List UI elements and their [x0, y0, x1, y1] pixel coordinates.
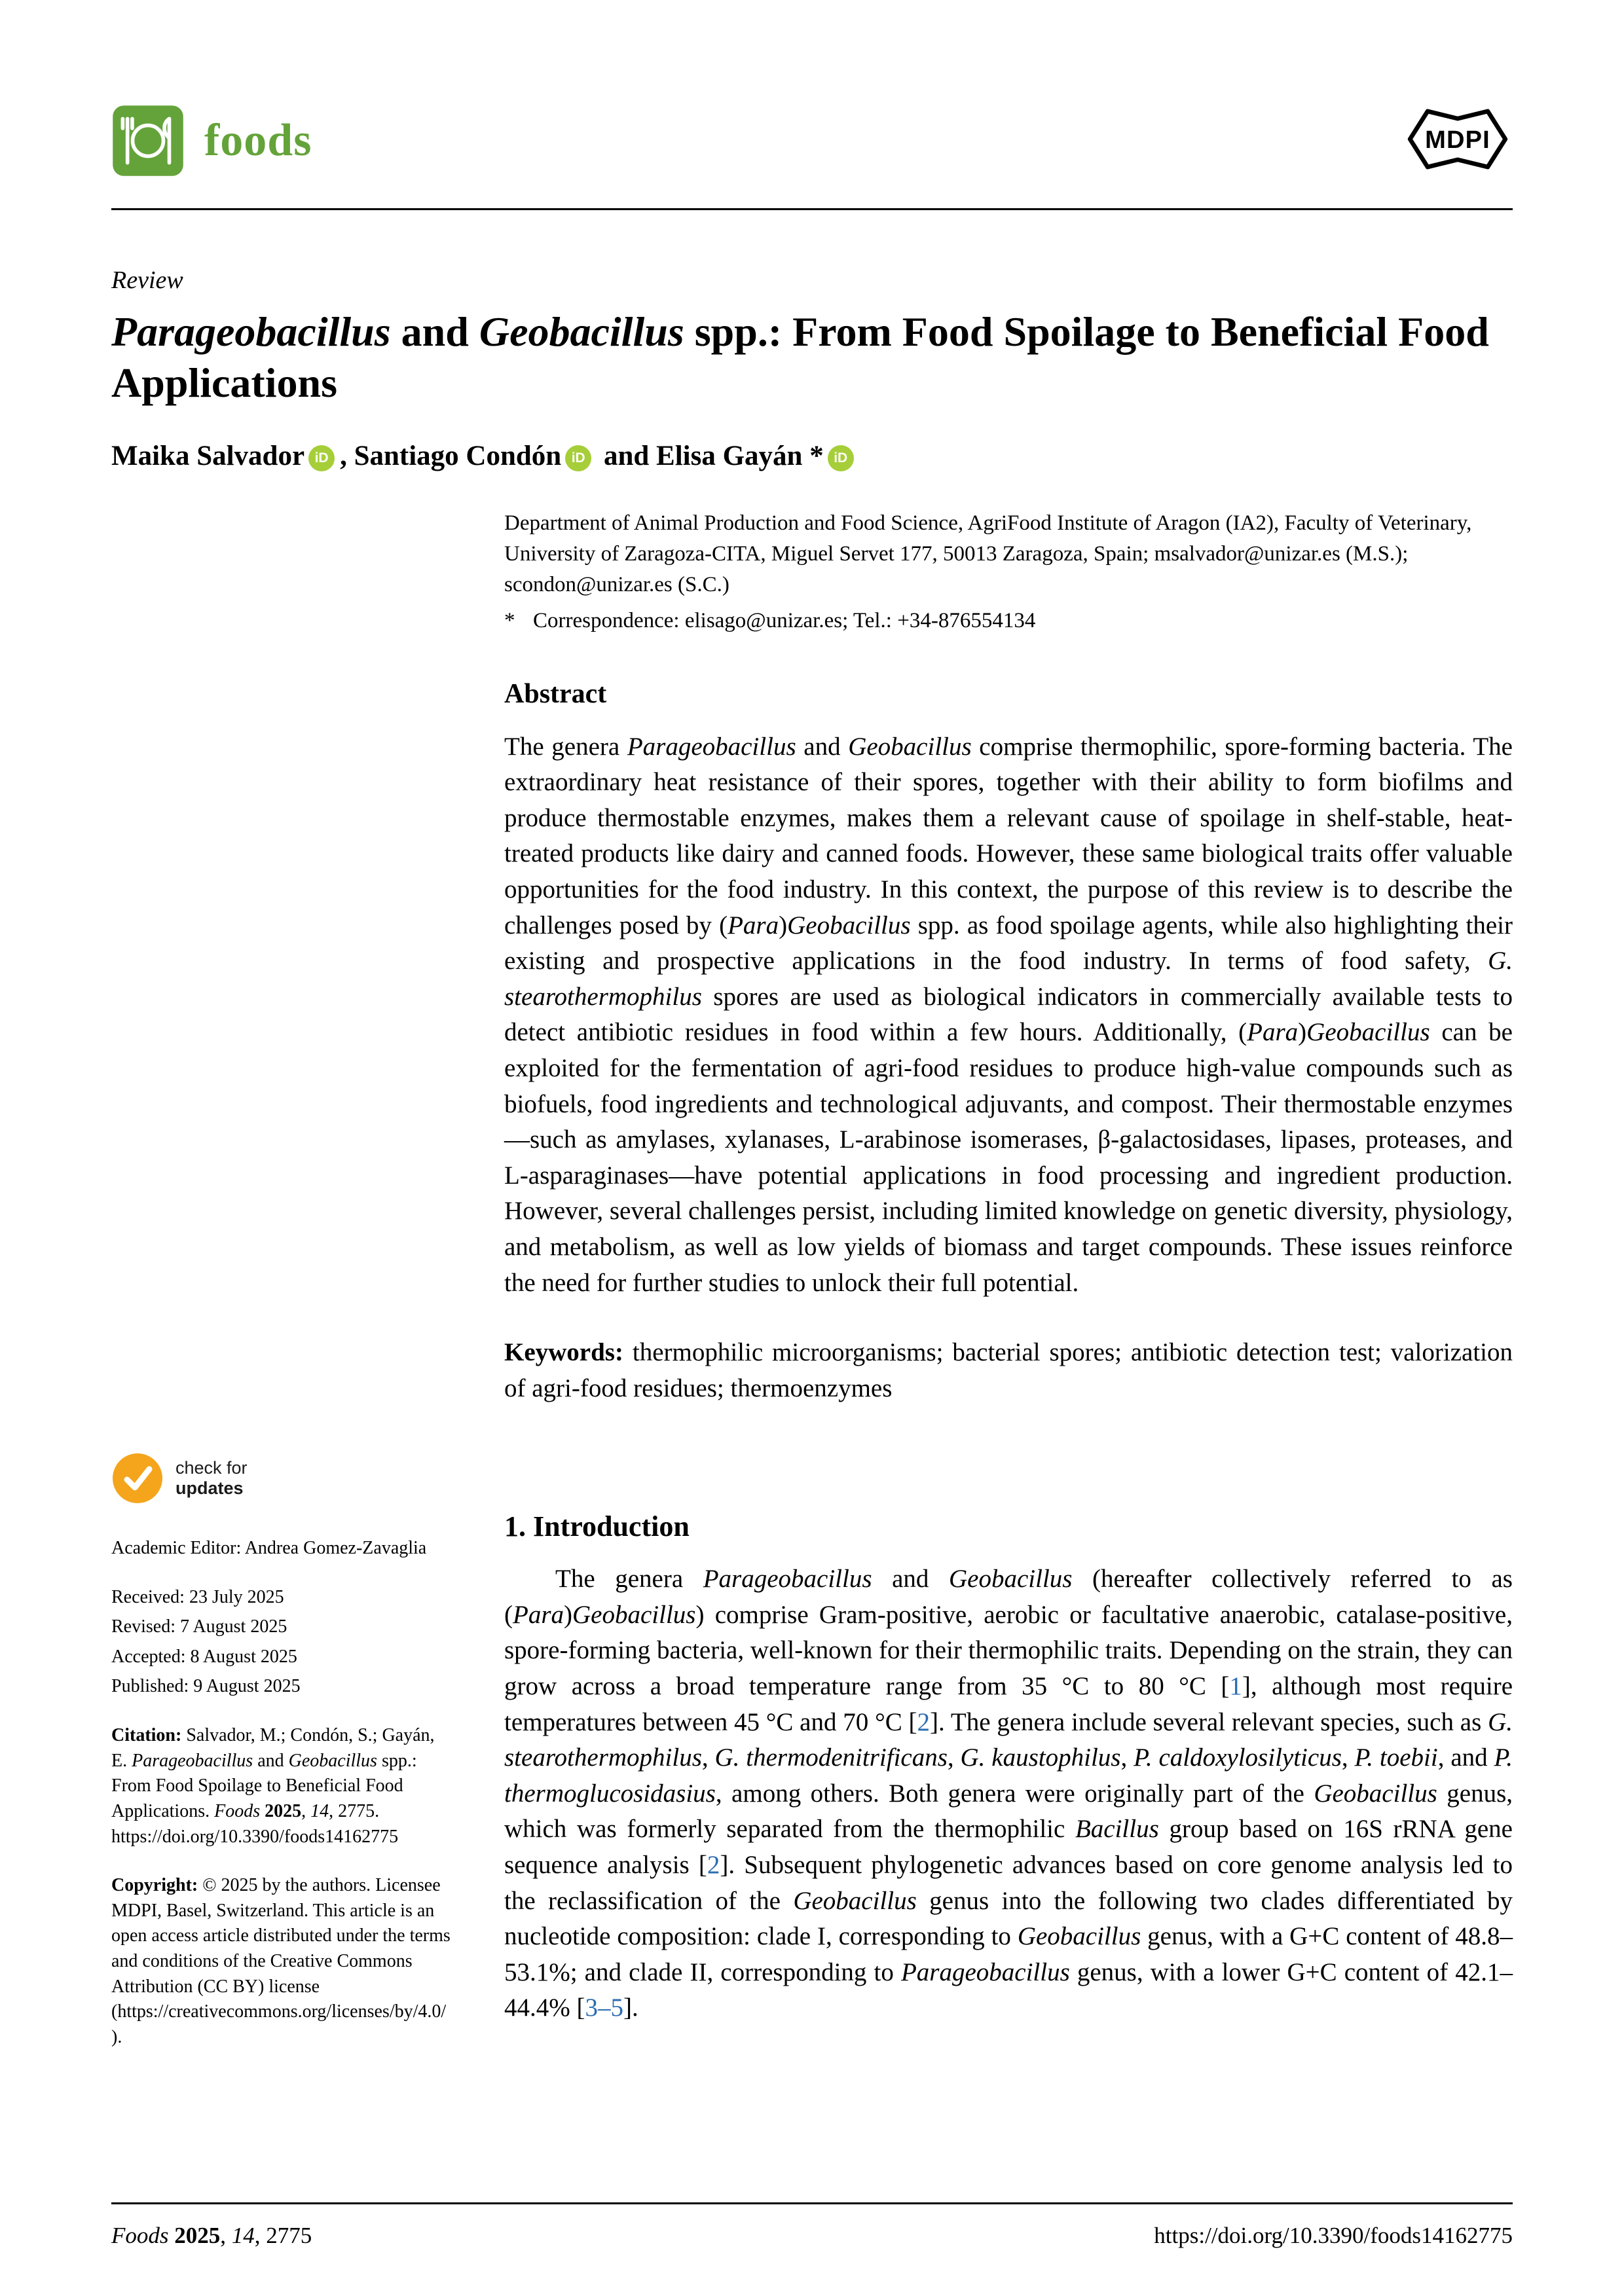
article-type-label: Review — [111, 266, 183, 294]
text-segment: spp.: From Food Spoilage to Beneficial Food Applications. — [111, 1750, 417, 1821]
text-segment: , among others. Both genera were originally part of the — [715, 1779, 1314, 1808]
text-segment: genus, with a lower G+C content of 42.1–44.4% [ — [504, 1958, 1513, 2022]
text-segment: 14 — [310, 1800, 329, 1821]
text-segment: ) — [564, 1600, 572, 1629]
page-footer — [111, 2202, 1513, 2249]
text-segment: 14 — [231, 2223, 255, 2248]
text-segment: , and — [1437, 1743, 1494, 1772]
text-segment: spp. as food spoilage agents, while also highlighting their existing and prospective applications in the food industry. In terms of food safety, — [504, 911, 1513, 975]
text-segment: can be exploited for the fermentation of agri-food residues to produce high-value compounds such as biofuels, food ingredients and technological adjuvants, and compost. Their thermostable enzymes—such as amylases, xylanases, L-arabinose isomerases, β-galactosidases, lipases, proteases, and L-asparaginases—have potential applications in food processing and ingredient production. However, several challenges persist, including limited knowledge on genetic diversity, physiology, and metabolism, as well as low yields of biomass and target compounds. These issues reinforce the need for further studies to unlock their full potential. — [504, 1018, 1513, 1297]
text-segment: , — [701, 1743, 715, 1772]
text-segment: G. kaustophilus — [960, 1743, 1121, 1772]
text-segment: ]. The genera include several relevant species, such as — [930, 1707, 1488, 1736]
text-segment: , Santiago Condón — [340, 441, 562, 472]
text-segment: Citation: — [111, 1725, 187, 1746]
text-segment — [169, 2223, 175, 2248]
text-segment: 2025 — [174, 2223, 221, 2248]
text-segment: and — [253, 1750, 289, 1771]
text-segment: group based on 16S rRNA gene sequence analysis [ — [504, 1815, 1513, 1880]
citation-ref[interactable]: 2 — [707, 1851, 720, 1880]
text-segment: genus, with a G+C content of 48.8–53.1%; and clade II, corresponding to — [504, 1922, 1513, 1986]
text-segment: 2025 — [265, 1800, 302, 1821]
check-for-updates-badge[interactable] — [111, 1452, 248, 1504]
text-segment: Geobacillus — [948, 1565, 1073, 1594]
text-segment: spores are used as biological indicators in commercially available tests to detect antibiotic residues in food within a few hours. Additionally, ( — [504, 982, 1513, 1047]
text-segment: P. caldoxylosilyticus — [1134, 1743, 1342, 1772]
text-segment: genus into the following two clades differentiated by nucleotide composition: clade I, corresponding to — [504, 1886, 1513, 1951]
correspondence-line — [504, 606, 1513, 636]
text-segment: Para — [1247, 1018, 1299, 1047]
academic-editor-note: Academic Editor: Andrea Gomez-Zavaglia — [111, 1537, 427, 1558]
history-dates — [111, 1585, 452, 1700]
text-segment: Foods — [111, 2223, 169, 2248]
text-segment: The genera — [504, 732, 627, 761]
text-segment: Parageobacillus — [900, 1958, 1070, 1986]
front-matter-block — [504, 508, 1513, 1406]
text-segment: ]. — [623, 1994, 638, 2022]
orcid-icon[interactable]: iD — [828, 445, 854, 471]
authors-line — [111, 440, 1513, 472]
abstract-text — [504, 729, 1513, 1302]
published-date: Published: 9 August 2025 — [111, 1676, 301, 1697]
citation-note — [111, 1723, 452, 1850]
mdpi-wordmark: MDPI — [1425, 126, 1490, 154]
text-segment: comprise thermophilic, spore-forming bacteria. The extraordinary heat resistance of their spores, together with their ability to form biofilms and produce thermostable enzymes, makes them a relevant cause of spoilage in shelf-stable, heat-treated products like dairy and canned foods. However, these same biological traits offer valuable opportunities for the food industry. In this context, the purpose of this review is to describe the challenges posed by ( — [504, 732, 1513, 939]
text-segment: and Elisa Gayán * — [597, 441, 824, 472]
orcid-icon[interactable]: iD — [565, 445, 591, 471]
text-segment: , — [1120, 1743, 1134, 1772]
received-date: Received: 23 July 2025 — [111, 1586, 284, 1607]
text-segment: Geobacillus — [1314, 1779, 1437, 1808]
text-segment: © 2025 by the authors. Licensee MDPI, Basel, Switzerland. This article is an open access article distributed under the terms and conditions of the Creative Commons Attribution (CC BY) license (https://creativecommons.org/licenses/by/4.0/). — [111, 1875, 451, 2047]
text-segment: Geobacillus — [793, 1886, 917, 1915]
text-segment: ]. Subsequent phylogenetic advances based on core genome analysis led to the reclassification of the — [504, 1851, 1513, 1915]
text-segment: Geobacillus — [848, 732, 972, 761]
text-segment: spp.: From Food Spoilage to Beneficial Food Applications — [111, 308, 1489, 407]
foods-plate-icon — [111, 104, 185, 177]
text-segment: Copyright: — [111, 1875, 203, 1896]
citation-ref[interactable]: 1 — [1229, 1672, 1242, 1701]
correspondence-asterisk: * — [504, 608, 515, 632]
header-rule — [111, 208, 1513, 210]
text-segment: Geobacillus — [572, 1600, 696, 1629]
section-heading-introduction: 1. Introduction — [504, 1510, 690, 1543]
text-segment: and — [390, 308, 479, 355]
text-segment: , 2775. https://doi.org/10.3390/foods14162775 — [111, 1800, 399, 1847]
text-segment: ) comprise Gram-positive, aerobic or facultative anaerobic, catalase-positive, spore-forming bacteria, well-known for their thermophilic traits. Depending on the strain, they can grow across a broad temperature range from 35 °C to 80 °C [ — [504, 1600, 1513, 1701]
main-content — [504, 1452, 1513, 2050]
text-segment: Parageobacillus — [111, 308, 391, 355]
accepted-date: Accepted: 8 August 2025 — [111, 1646, 297, 1667]
text-segment: Geobacillus — [479, 308, 684, 355]
text-segment: , — [220, 2223, 232, 2248]
affiliation-text: Department of Animal Production and Food Science, AgriFood Institute of Aragon (IA2), Faculty of Veterinary, University of Zaragoza-CITA, Miguel Servet 177, 50013 Zaragoza, Spain; msalvador@unizar.es (M.S.); scondon@unizar.es (S.C.) — [504, 511, 1472, 596]
text-segment: , 2775 — [254, 2223, 312, 2248]
text-segment: , — [301, 1800, 311, 1821]
foods-logo[interactable] — [111, 104, 312, 177]
mdpi-logo[interactable] — [1403, 98, 1513, 183]
orcid-icon[interactable]: iD — [308, 445, 335, 471]
footer-journal-ref — [111, 2223, 312, 2249]
article-title — [111, 306, 1513, 409]
text-segment: ) — [1298, 1018, 1307, 1047]
journal-header — [111, 98, 1513, 183]
text-segment: ], although most require temperatures between 45 °C and 70 °C [ — [504, 1672, 1513, 1736]
revised-date: Revised: 7 August 2025 — [111, 1616, 287, 1637]
text-segment: Foods — [214, 1800, 261, 1821]
text-segment: genus, which was formerly separated from the thermophilic — [504, 1779, 1513, 1844]
text-segment: The genera — [555, 1565, 703, 1594]
text-segment: G. stearothermophilus — [504, 1707, 1513, 1772]
text-segment: and — [872, 1565, 949, 1594]
text-segment: Para — [513, 1600, 564, 1629]
check-circle-icon — [111, 1452, 164, 1504]
text-segment: Parageobacillus — [703, 1565, 872, 1594]
text-segment: Parageobacillus — [627, 732, 796, 761]
citation-ref[interactable]: 2 — [917, 1707, 931, 1736]
text-segment: Geobacillus — [787, 911, 911, 939]
text-segment: ) — [779, 911, 788, 939]
text-segment: (hereafter collectively referred to as ( — [504, 1565, 1513, 1629]
text-segment: Maika Salvador — [111, 441, 305, 472]
mdpi-emblem-icon — [1403, 98, 1513, 180]
text-segment: Geobacillus — [1306, 1018, 1430, 1047]
text-segment: and — [796, 732, 849, 761]
badge-line2: updates — [175, 1478, 244, 1499]
check-updates-label — [175, 1458, 248, 1499]
footer-doi-link[interactable]: https://doi.org/10.3390/foods14162775 — [1154, 2223, 1513, 2248]
article-info-sidebar — [111, 1452, 452, 2050]
text-segment: Parageobacillus — [132, 1750, 253, 1771]
text-segment: P. thermoglucosidasius — [504, 1743, 1513, 1808]
correspondence-text[interactable]: Correspondence: elisago@unizar.es; Tel.: +34-876554134 — [533, 608, 1036, 632]
keywords-line — [504, 1335, 1513, 1406]
journal-name: foods — [204, 115, 312, 166]
text-segment: Geobacillus — [288, 1750, 377, 1771]
text-segment: , — [1341, 1743, 1355, 1772]
text-segment: P. toebii — [1354, 1743, 1438, 1772]
badge-line1: check for — [175, 1458, 248, 1478]
text-segment: Salvador, M.; Condón, S.; Gayán, E. — [111, 1725, 435, 1771]
citation-ref[interactable]: 3–5 — [585, 1994, 623, 2022]
text-segment: thermophilic microorganisms; bacterial spores; antibiotic detection test; valorization of agri-food residues; thermoenzymes — [504, 1338, 1513, 1402]
introduction-paragraph — [504, 1561, 1513, 2026]
abstract-heading: Abstract — [504, 678, 607, 709]
copyright-note — [111, 1873, 452, 2050]
text-segment: G. stearothermophilus — [504, 947, 1513, 1011]
text-segment: Bacillus — [1075, 1815, 1159, 1844]
text-segment: , — [947, 1743, 961, 1772]
text-segment: Para — [728, 911, 779, 939]
two-column-zone — [111, 1452, 1513, 2050]
footer-rule — [111, 2202, 1513, 2204]
text-segment: Keywords: — [504, 1338, 633, 1367]
text-segment: Geobacillus — [1017, 1922, 1141, 1951]
text-segment: G. thermodenitrificans — [714, 1743, 948, 1772]
